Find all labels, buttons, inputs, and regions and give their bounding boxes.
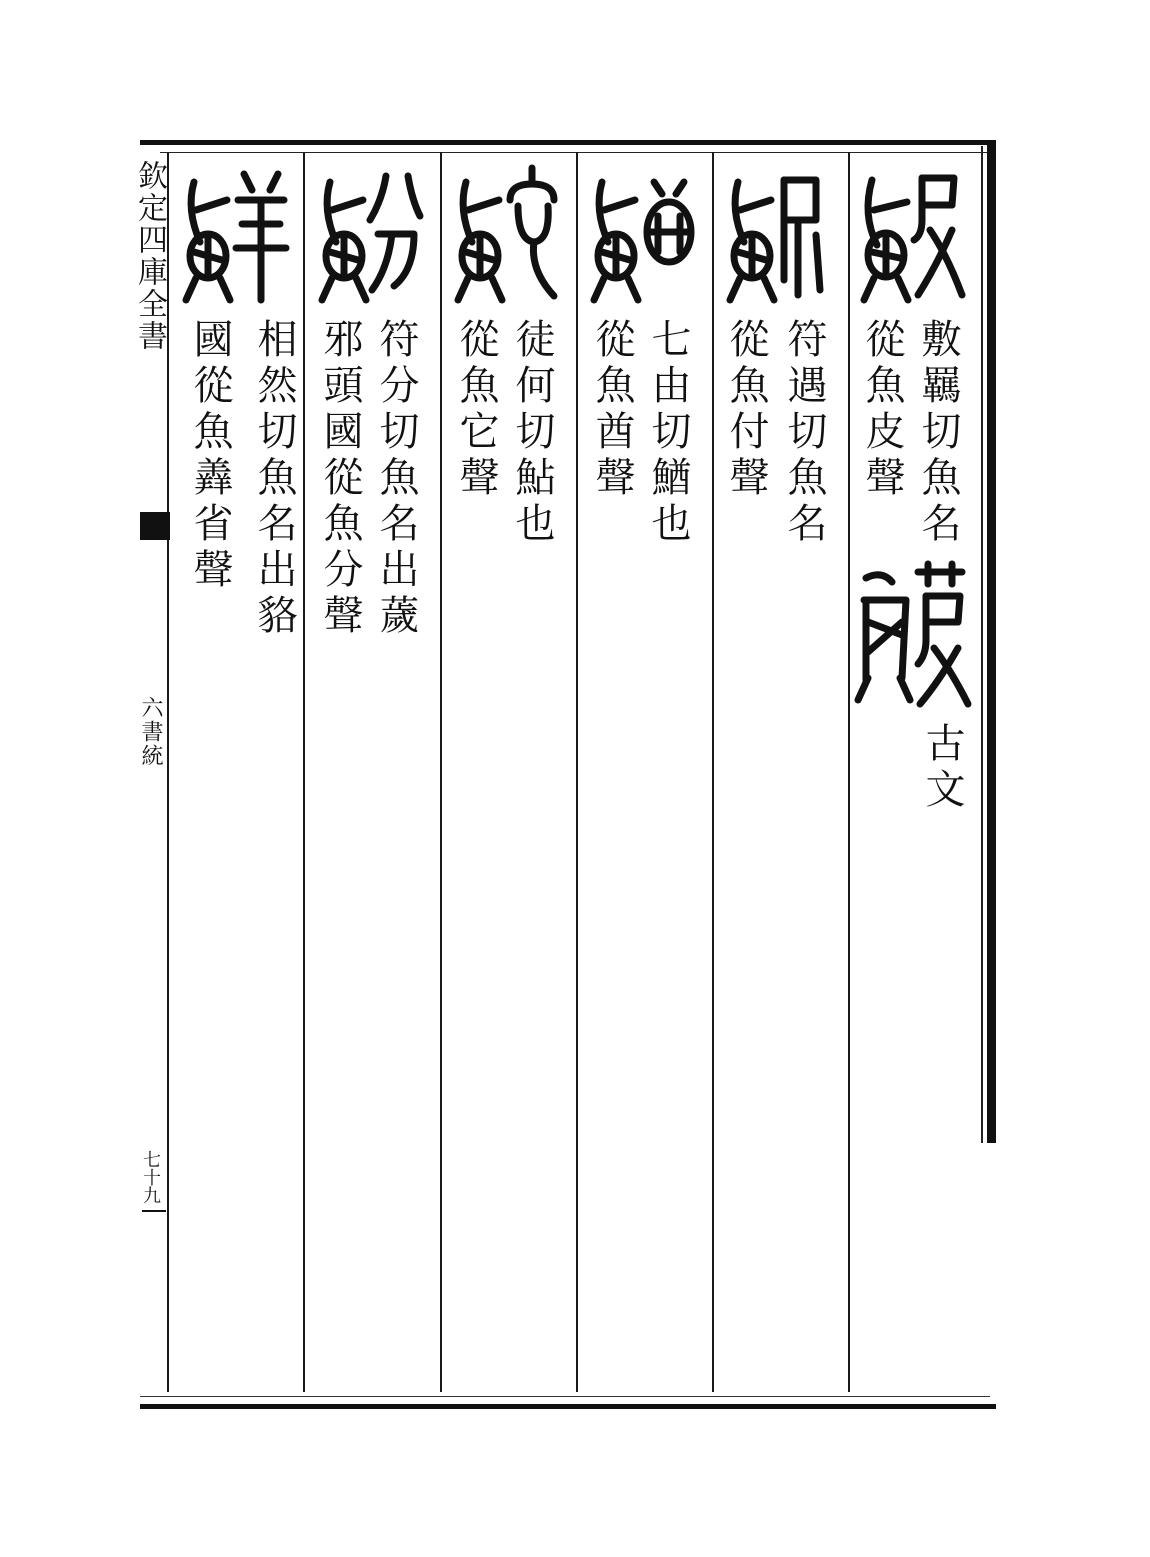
column-divider — [167, 152, 169, 1392]
top-border — [140, 140, 995, 145]
bottom-border — [140, 1404, 996, 1409]
entry-gloss-composition: 從魚皮聲 — [859, 318, 905, 502]
entry-gloss-composition: 從魚付聲 — [723, 318, 769, 502]
seal-character-icon — [172, 160, 290, 305]
column-divider — [848, 152, 850, 1392]
entry-gloss-reading: 敷羈切魚名 — [915, 318, 961, 548]
column-divider — [712, 152, 714, 1392]
book-title: 六書統 — [138, 696, 163, 768]
entry-gloss-reading: 符遇切魚名 — [781, 318, 827, 548]
page-number: 七十九 — [140, 1150, 161, 1204]
column-divider — [440, 152, 442, 1392]
entry-gloss-composition: 國從魚羴省聲 — [187, 318, 233, 594]
entry-gloss-reading: 徒何切鮎也 — [509, 318, 555, 548]
fishtail-mark — [140, 512, 170, 540]
page-number-rule — [142, 1210, 166, 1212]
seal-character-icon — [716, 160, 834, 305]
seal-character-icon — [580, 160, 698, 305]
seal-character-icon — [444, 160, 562, 305]
top-inner-border — [160, 152, 988, 153]
entry-gloss-composition: 從魚酋聲 — [589, 318, 635, 502]
entry-gloss-reading: 符分切魚名出薉 — [373, 318, 419, 640]
entry-gloss-reading: 相然切魚名出貉 — [251, 318, 297, 640]
seal-variant-icon — [852, 560, 978, 710]
seal-character-icon — [852, 160, 970, 305]
bottom-inner-border — [140, 1396, 990, 1397]
column-divider — [303, 152, 305, 1392]
seal-character-icon — [308, 160, 426, 305]
entry-gloss-composition: 從魚它聲 — [453, 318, 499, 502]
collection-title: 欽定四庫全書 — [132, 160, 167, 352]
variant-label: 古文 — [919, 722, 965, 814]
right-inner-border — [981, 146, 983, 1143]
entry-gloss-reading: 七由切鰌也 — [645, 318, 691, 548]
entry-gloss-composition: 邪頭國從魚分聲 — [317, 318, 363, 640]
right-border — [987, 140, 996, 1143]
column-divider — [576, 152, 578, 1392]
